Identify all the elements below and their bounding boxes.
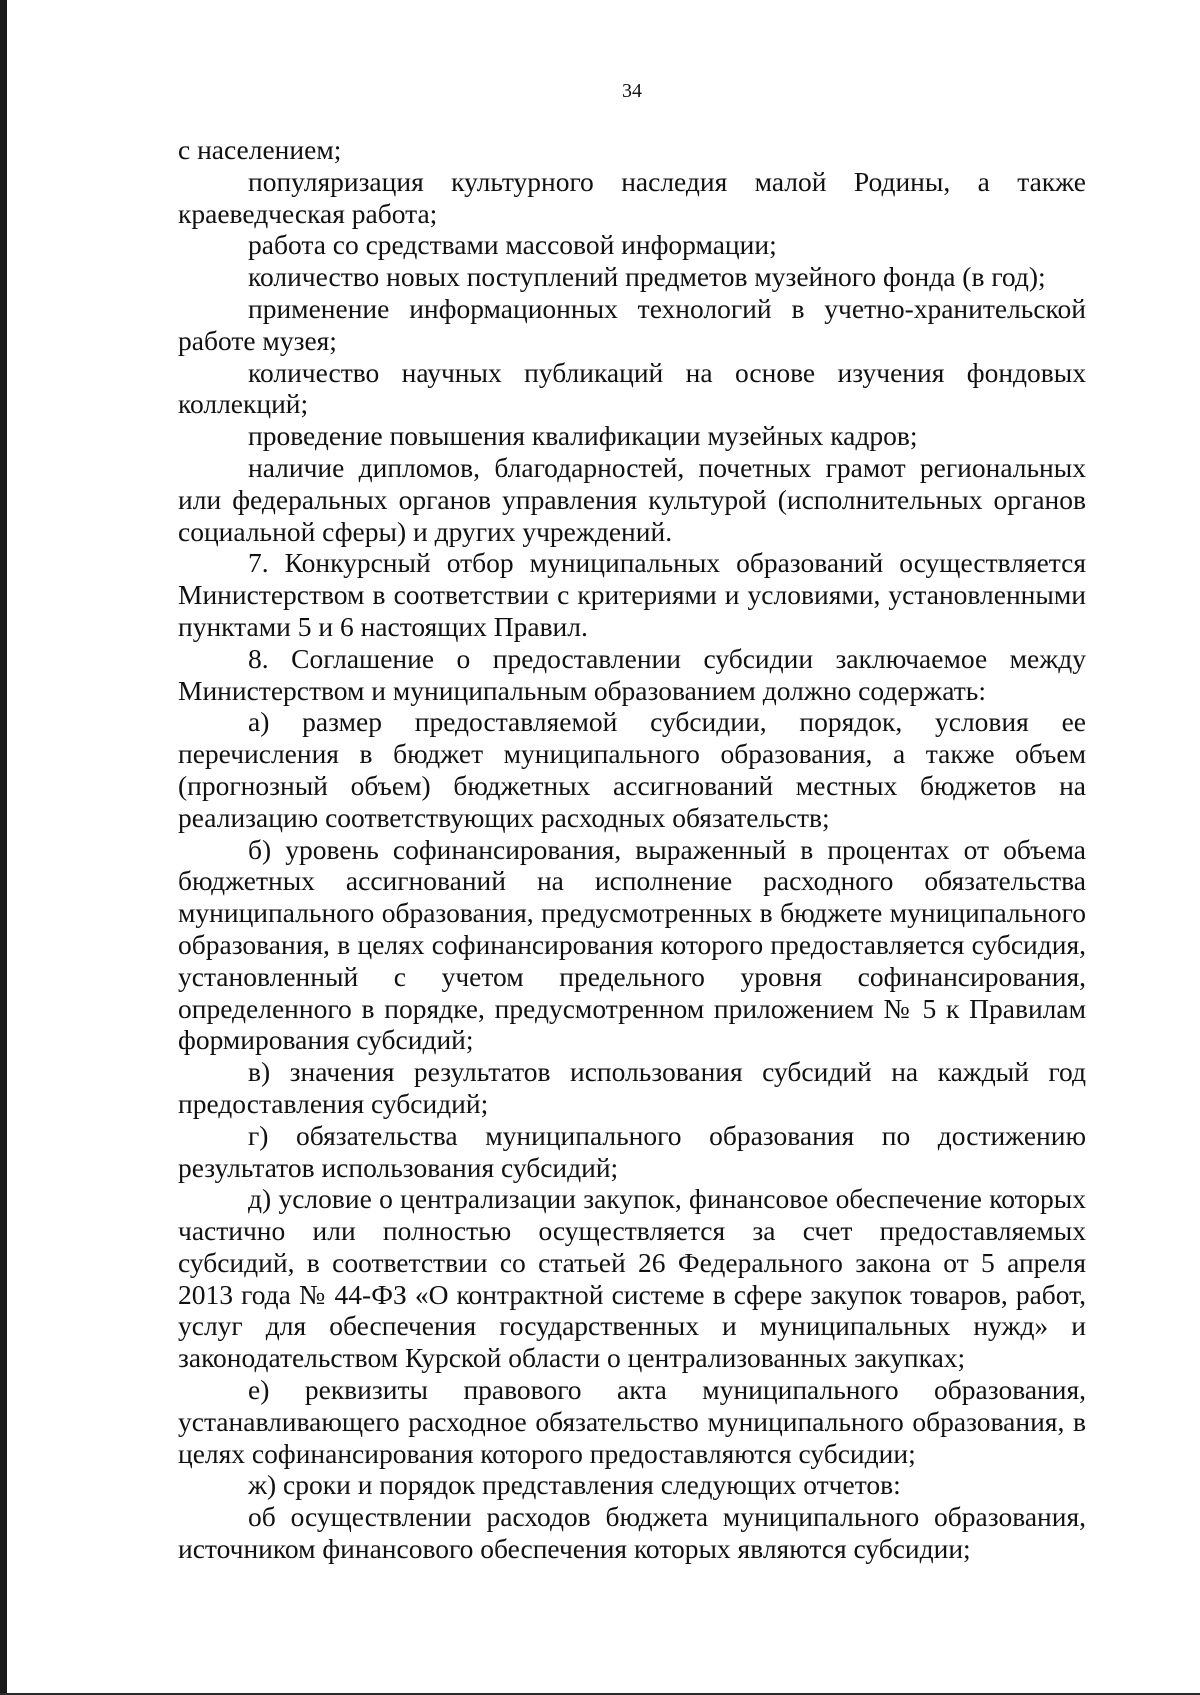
paragraph: применение информационных технологий в учетно-хранительской работе музея; [178, 292, 1086, 356]
paragraph: количество новых поступлений предметов музейного фонда (в год); [248, 261, 1046, 293]
paragraph: наличие дипломов, благодарностей, почетных грамот региональных или федеральных органов управления культурой (исполнительных органов социальной сферы) и других учреждений. [178, 451, 1086, 547]
paragraph: проведение повышения квалификации музейных кадров; [248, 420, 918, 452]
paragraph: г) обязательства муниципального образования по достижению результатов использования субсидий; [178, 1119, 1086, 1183]
paragraph: 8. Соглашение о предоставлении субсидии заключаемое между Министерством и муниципальным образованием должно содержать: [178, 642, 1086, 706]
paragraph: б) уровень софинансирования, выраженный в процентах от объема бюджетных ассигнований на исполнение расходного обязательства муниципального образования, предусмотренных в бюджете муниципального образования, в целях софинансирования которого предоставляется субсидия, установленный с учетом предельного уровня софинансирования, определенного в порядке, предусмотренном приложением № 5 к Правилам формирования субсидий; [178, 833, 1086, 1056]
paragraph: а) размер предоставляемой субсидии, порядок, условия ее перечисления в бюджет муниципального образования, а также объем (прогнозный объем) бюджетных ассигнований местных бюджетов на реализацию соответствующих расходных обязательств; [178, 706, 1086, 833]
paragraph: д) условие о централизации закупок, финансовое обеспечение которых частично или полностью осуществляется за счет предоставляемых субсидий, в соответствии со статьей 26 Федерального закона от 5 апреля 2013 года № 44-ФЗ «О контрактной системе в сфере закупок товаров, работ, услуг для обеспечения государственных и муниципальных нужд» и законодательством Курской области о централизованных закупках; [178, 1183, 1086, 1374]
paragraph: в) значения результатов использования субсидий на каждый год предоставления субсидий; [178, 1056, 1086, 1119]
paragraph: количество научных публикаций на основе изучения фондовых коллекций; [178, 356, 1086, 420]
page-number: 34 [622, 80, 642, 102]
paragraph: с населением; [178, 134, 342, 165]
paragraph: об осуществлении расходов бюджета муниципального образования, источником финансового обеспечения которых являются субсидии; [178, 1501, 1086, 1565]
paragraph: е) реквизиты правового акта муниципального образования, устанавливающего расходное обязательство муниципального образования, в целях софинансирования которого предоставляются субсидии; [178, 1374, 1086, 1469]
paragraph: 7. Конкурсный отбор муниципальных образований осуществляется Министерством в соответствии с критериями и условиями, установленными пунктами 5 и 6 настоящих Правил. [178, 547, 1086, 642]
scan-left-edge [0, 0, 7, 1695]
document-body [178, 134, 1086, 1565]
paragraph: ж) сроки и порядок представления следующих отчетов: [248, 1469, 901, 1501]
paragraph: работа со средствами массовой информации; [248, 229, 777, 261]
paragraph: популяризация культурного наследия малой Родины, а также краеведческая работа; [178, 165, 1086, 229]
